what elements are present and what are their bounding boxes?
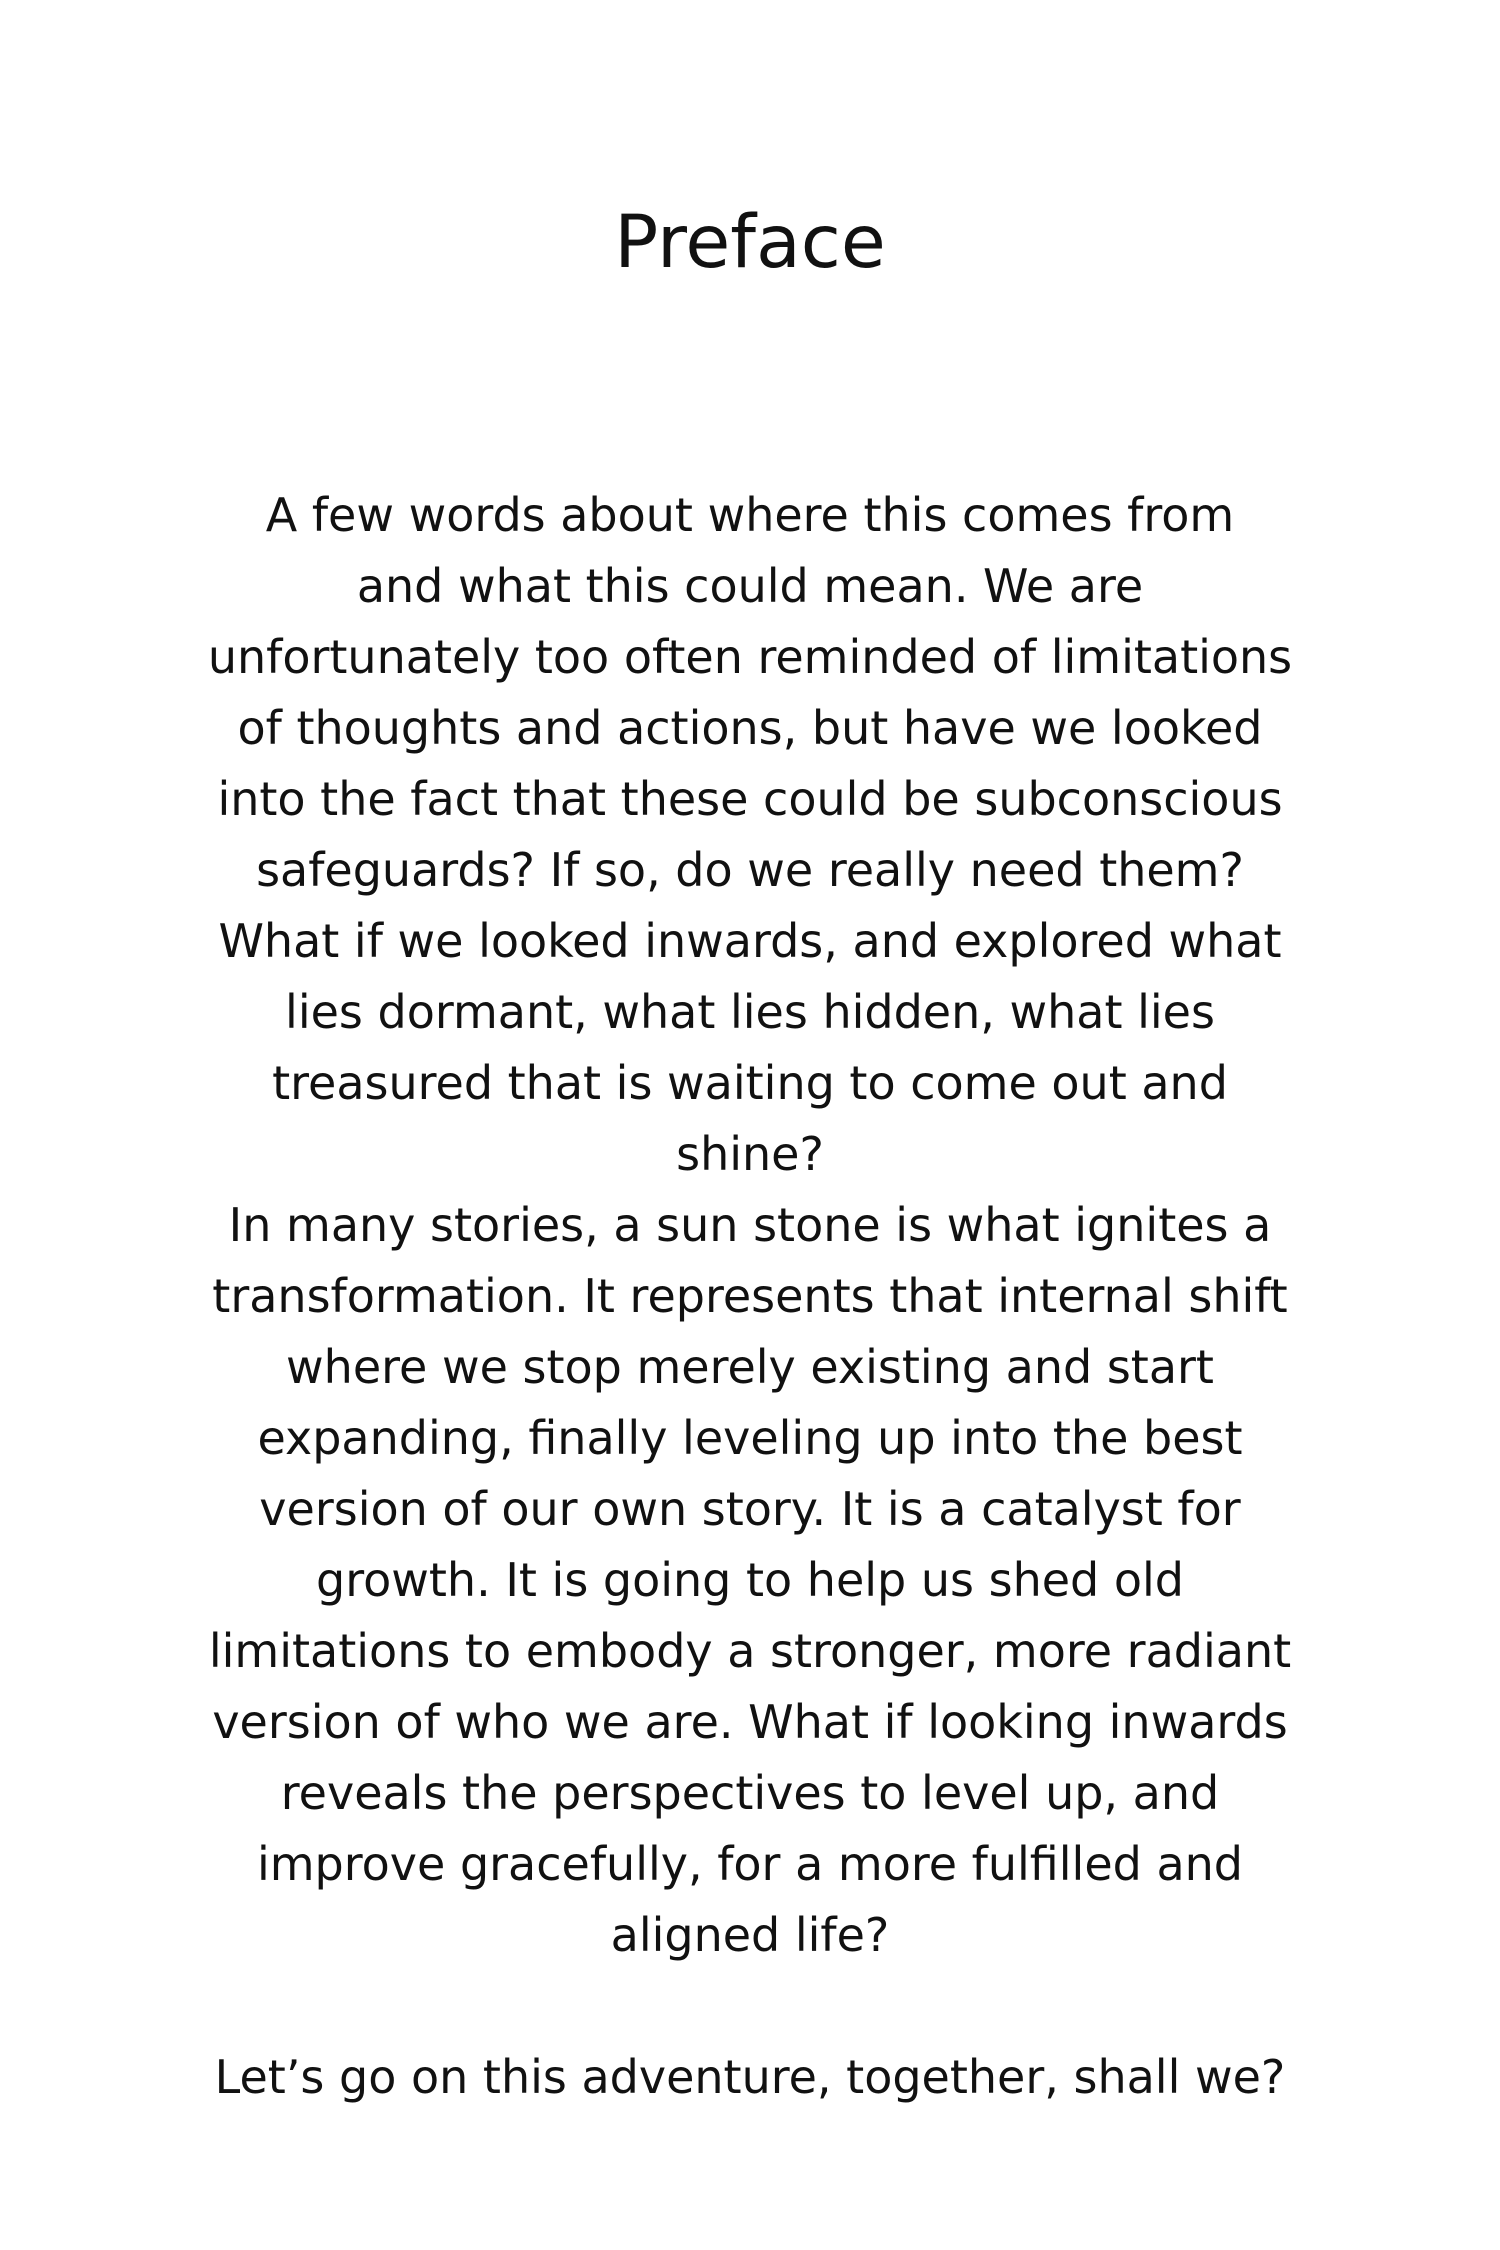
text-line: into the fact that these could be subconscious [217,772,1283,826]
text-line: expanding, finally leveling up into the best [257,1411,1243,1465]
text-line: treasured that is waiting to come out and [272,1056,1228,1110]
text-line: lies dormant, what lies hidden, what lies [285,985,1215,1039]
closing-line: Let’s go on this adventure, together, shall we? [214,2050,1286,2104]
text-line: where we stop merely existing and start [286,1340,1214,1394]
text-line: version of our own story. It is a catalyst for [259,1482,1241,1536]
text-line: shine? [676,1127,824,1181]
text-line: improve gracefully, for a more fulfilled and [256,1837,1244,1891]
paragraph-2 [150,1190,1350,1971]
text-line: In many stories, a sun stone is what ignites a [228,1198,1272,1252]
text-line: version of who we are. What if looking inwards [212,1695,1288,1749]
page-title: Preface [614,200,886,285]
text-line: aligned life? [610,1908,890,1962]
text-line: safeguards? If so, do we really need them? [256,843,1244,897]
text-line: unfortunately too often reminded of limitations [207,630,1293,684]
text-line: limitations to embody a stronger, more radiant [208,1624,1292,1678]
text-line: reveals the perspectives to level up, and [280,1766,1220,1820]
preface-body [150,480,1350,2113]
text-line: transformation. It represents that internal shift [212,1269,1288,1323]
text-line: and what this could mean. We are [356,559,1144,613]
text-line: What if we looked inwards, and explored what [218,914,1282,968]
paragraph-1 [150,480,1350,1190]
text-line: of thoughts and actions, but have we looked [237,701,1263,755]
text-line: A few words about where this comes from [265,488,1235,542]
text-line: growth. It is going to help us shed old [316,1553,1184,1607]
paragraph-spacer [150,1971,1350,2042]
